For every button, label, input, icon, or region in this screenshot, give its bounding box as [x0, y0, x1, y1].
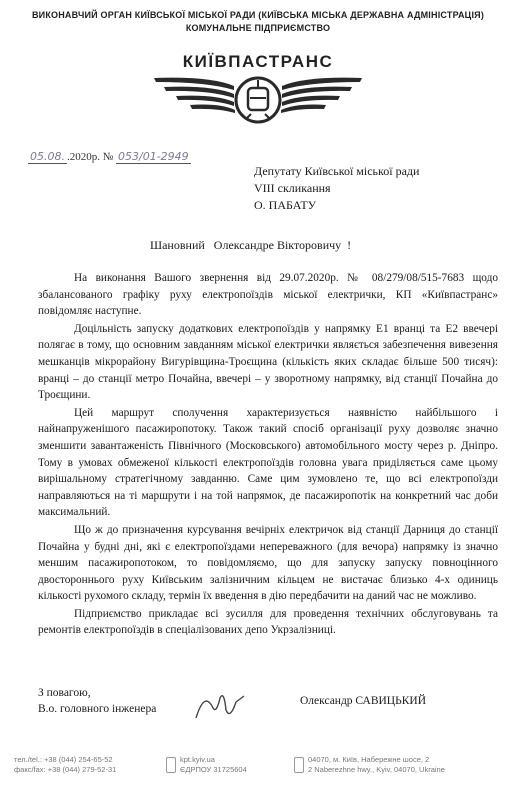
- footer-edrpou: ЄДРПОУ 31725604: [180, 765, 247, 774]
- footer-address: [308, 755, 445, 775]
- addressee-line-1: Депутату Київської міської ради: [254, 164, 420, 178]
- letter-year: .2020р. №: [67, 151, 114, 163]
- paragraph: Підприємство прикладає всі зусилля для проведення технічних обслуговувань та ремонтів електропоїздів в спеціалізованих депо Укрзалізниці.: [38, 607, 498, 637]
- paragraph: Цей маршрут сполучення характеризується наявністю найбільшого і найнапруженішого пасажиропотоку. Також такий спосіб організації руху дозволяє значно зменшити завантаженість Північного (Московського) автомобільного мосту через р. Дніпро. Тому в умовах обмеженої кількості електропоїздів головна увага приділяється саме цьому вирішальному стратегічному завданню. Саме цим зумовлено те, що всі електропоїзди направляються на ті маршрути і на той напрямок, де пасажиропотік на конкретний час доби максимальний.: [38, 406, 498, 519]
- signer-name: Олександр САВИЦЬКИЙ: [300, 695, 426, 707]
- footer-address-en: 2 Naberezhne hwy., Kyiv, 04070, Ukraine: [308, 765, 445, 774]
- signer-position: В.о. головного інженера: [38, 703, 157, 715]
- addressee-line-2: VIII скликання: [254, 181, 331, 195]
- closing-regards: З повагою,: [38, 687, 91, 699]
- paragraph: На виконання Вашого звернення від 29.07.2020р. № 08/279/08/515-7683 щодо збалансованого графіку руху електропоїздів міської електрички, КП «Київпастранс» повідомляє наступне.: [38, 272, 498, 318]
- winged-emblem-icon: [150, 72, 366, 130]
- kyivpastrans-logo: [150, 52, 366, 132]
- reference-line: [28, 150, 191, 163]
- phone-icon: [166, 757, 176, 773]
- footer-web: [180, 755, 247, 775]
- letter-date: 05.08.: [30, 150, 65, 163]
- letter-body: [38, 270, 498, 640]
- handwritten-signature: [190, 688, 250, 724]
- issuer-name: ВИКОНАВЧИЙ ОРГАН КИЇВСЬКОЇ МІСЬКОЇ РАДИ (КИЇВСЬКА МІСЬКА ДЕРЖАВНА АДМІНІСТРАЦІЯ): [31, 10, 485, 20]
- footer-address-ua: 04070, м. Київ, Набережне шосе, 2: [308, 755, 430, 764]
- footer-phones: [14, 755, 116, 775]
- addressee-name: О. ПАБАТУ: [254, 198, 317, 212]
- issuer-type: КОМУНАЛЬНЕ ПІДПРИЄМСТВО: [185, 23, 331, 33]
- location-icon: [294, 757, 304, 773]
- footer-tel: тел./tel.: +38 (044) 254-65-52: [14, 755, 113, 764]
- brand-name: КИЇВПАСТРАНС: [182, 52, 334, 71]
- footer-website: kpt.kyiv.ua: [180, 755, 215, 764]
- paragraph: Що ж до призначення курсування вечірніх електричок від станції Дарниця до станції Почайна у будні дні, які є електропоїздами непереважного (для вечора) напрямку із значно меншим пасажиропотоком, то повідомляємо, що для запуску запуску повноцінного двостороннього руху Київським залізничним кільцем не вистачає близько 4-х одиниць кількості рухомого складу, термін їх введення в дію передбачити на даний час не можливо.: [38, 523, 498, 603]
- paragraph: Доцільність запуску додаткових електропоїздів у напрямку Е1 вранці та Е2 ввечері полягає в тому, що основним завданням міської електрички являється забезпечення вивезення мешканців мікрорайону Вигурівщина-Троєщина (кількість яких складає більше 500 тисяч): вранці – до станції метро Почайна, ввечері – у зворотному напрямку, від станції Почайна до Троєщини.: [38, 322, 498, 402]
- footer-fax: факс/fax: +38 (044) 279-52-31: [14, 765, 117, 774]
- salutation: Шановний Олександре Вікторовичу !: [150, 238, 352, 252]
- letter-number: 053/01-2949: [118, 150, 189, 163]
